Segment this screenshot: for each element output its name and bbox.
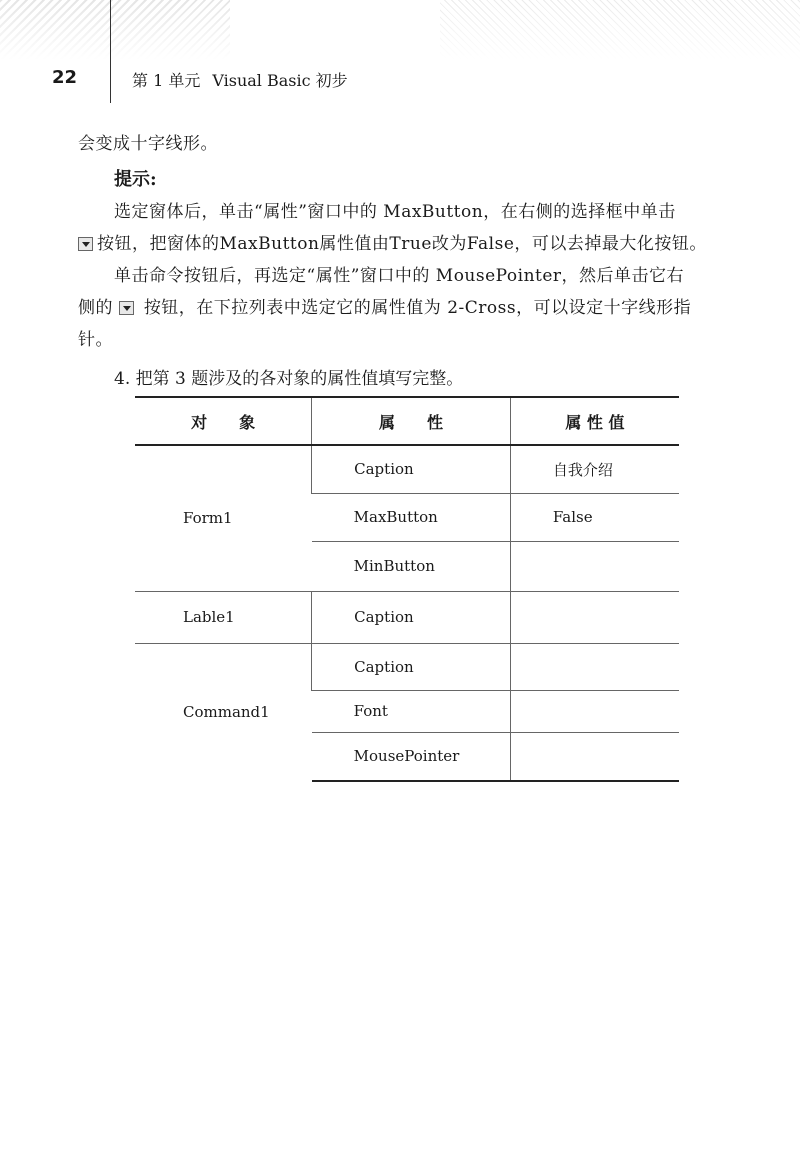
table-row: [135, 591, 679, 643]
hint-p2-line3: 针。: [78, 330, 113, 350]
question-4: 4. 把第 3 题涉及的各对象的属性值填写完整。: [114, 369, 464, 389]
header-decoration-right: [440, 0, 800, 60]
dropdown-arrow-icon: [119, 301, 134, 315]
page-number: 22: [52, 67, 78, 88]
hint-paragraph-2: [78, 260, 722, 356]
value-cell[interactable]: [510, 591, 679, 643]
header-property: 属 性: [312, 397, 511, 445]
hint-label: 提示:: [114, 169, 157, 190]
unit-label: 第 1 单元: [132, 71, 201, 90]
property-cell: Caption: [312, 643, 511, 690]
value-cell[interactable]: False: [510, 493, 679, 541]
property-cell: Font: [312, 690, 511, 732]
property-cell: Caption: [312, 591, 511, 643]
unit-title: Visual Basic 初步: [212, 71, 348, 90]
table-row: [135, 643, 679, 690]
table-header-row: [135, 397, 679, 445]
hint-p2-line1: 单击命令按钮后，再选定“属性”窗口中的 MousePointer，然后单击它右: [114, 266, 685, 286]
property-cell: Caption: [312, 445, 511, 493]
header-decoration-left: [0, 0, 230, 60]
object-cell: Lable1: [135, 591, 312, 643]
hint-p1-line2: 按钮，把窗体的MaxButton属性值由True改为False，可以去掉最大化按钮。: [78, 228, 722, 260]
header-value: 属 性 值: [510, 397, 679, 445]
hint-p1-line1: 选定窗体后，单击“属性”窗口中的 MaxButton，在右侧的选择框中单击: [114, 202, 676, 222]
hint-p2-line2: 侧的 按钮，在下拉列表中选定它的属性值为 2-Cross，可以设定十字线形指: [78, 298, 692, 318]
header-object: 对 象: [135, 397, 312, 445]
value-cell[interactable]: [510, 732, 679, 781]
value-cell[interactable]: [510, 541, 679, 591]
value-cell[interactable]: [510, 690, 679, 732]
object-cell: Form1: [135, 445, 312, 591]
property-cell: MinButton: [312, 541, 511, 591]
continuation-line: 会变成十字线形。: [78, 134, 218, 154]
property-table: [135, 396, 679, 782]
property-cell: MaxButton: [312, 493, 511, 541]
property-cell: MousePointer: [312, 732, 511, 781]
running-header: [132, 68, 348, 91]
header-divider: [110, 0, 111, 103]
value-cell[interactable]: 自我介绍: [510, 445, 679, 493]
dropdown-arrow-icon: [78, 237, 93, 251]
object-cell: Command1: [135, 643, 312, 781]
table-row: [135, 445, 679, 493]
value-cell[interactable]: [510, 643, 679, 690]
hint-paragraph-1: [78, 196, 722, 260]
